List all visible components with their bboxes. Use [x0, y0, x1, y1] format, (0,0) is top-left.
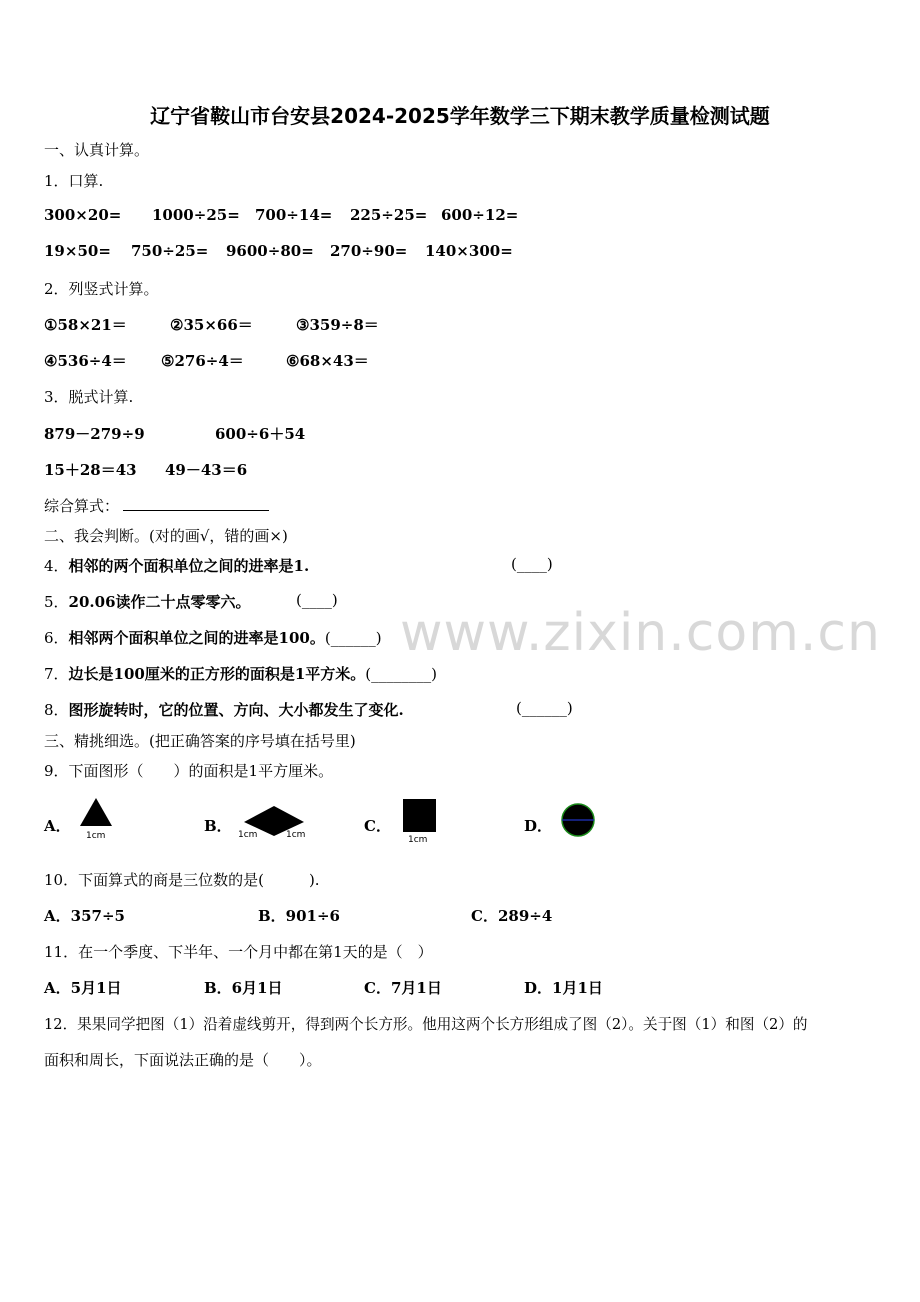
q1-item: 600÷12=	[441, 206, 519, 224]
q9-option-a[interactable]: A．	[44, 817, 71, 835]
q2-item: ③359÷8＝	[296, 316, 379, 334]
judge-blank[interactable]: (________)	[365, 665, 438, 683]
q3-item: 49－43＝6	[165, 461, 248, 479]
q9-text: 9．下面图形（ ）的面积是1平方厘米。	[44, 762, 334, 780]
combined-formula-label: 综合算式：	[44, 497, 120, 515]
q11-option-b[interactable]: B．6月1日	[204, 979, 283, 997]
q1-item: 700÷14=	[255, 206, 333, 224]
page-title: 辽宁省鞍山市台安县2024-2025学年数学三下期末教学质量检测试题	[150, 104, 770, 128]
q2-label: 2．列竖式计算。	[44, 280, 159, 298]
circle-shape-icon	[560, 802, 598, 840]
judge-item: 8．图形旋转时，它的位置、方向、大小都发生了变化.	[44, 701, 404, 719]
q9-option-b[interactable]: B．	[204, 817, 232, 835]
q1-item: 1000÷25=	[152, 206, 240, 224]
combined-formula	[44, 495, 269, 516]
judge-item: 5．20.06读作二十点零零六。	[44, 593, 251, 611]
q1-item: 19×50=	[44, 242, 111, 260]
q10-option-a[interactable]: A．357÷5	[44, 907, 125, 925]
q1-item: 270÷90=	[330, 242, 408, 260]
judge-blank[interactable]: (______)	[324, 629, 382, 647]
q2-item: ⑤276÷4＝	[161, 352, 244, 370]
q2-item: ⑥68×43＝	[286, 352, 369, 370]
unit-label: 1cm	[286, 830, 306, 840]
answer-blank[interactable]	[123, 496, 269, 511]
q3-item: 600÷6＋54	[215, 425, 306, 443]
q12-text-line1: 12．果果同学把图（1）沿着虚线剪开，得到两个长方形。他用这两个长方形组成了图（2）。关于图（1）和图（2）的	[44, 1016, 808, 1033]
unit-label: 1cm	[238, 830, 258, 840]
section2-heading: 二、我会判断。(对的画√，错的画×)	[44, 527, 288, 545]
triangle-shape-icon	[78, 796, 118, 842]
q2-item: ④536÷4＝	[44, 352, 127, 370]
q11-option-c[interactable]: C．7月1日	[364, 979, 442, 997]
q9-option-d[interactable]: D．	[524, 817, 553, 835]
unit-label: 1cm	[408, 835, 428, 845]
q3-item: 15＋28＝43	[44, 461, 137, 479]
q1-item: 140×300=	[425, 242, 513, 260]
judge-item: 7．边长是100厘米的正方形的面积是1平方米。(________)	[44, 665, 438, 683]
q1-item: 225÷25=	[350, 206, 428, 224]
q1-item: 9600÷80=	[226, 242, 314, 260]
square-shape-icon	[400, 796, 440, 846]
section3-heading: 三、精挑细选。(把正确答案的序号填在括号里)	[44, 732, 356, 750]
q11-option-a[interactable]: A．5月1日	[44, 979, 122, 997]
unit-label: 1cm	[86, 831, 106, 841]
q11-option-d[interactable]: D．1月1日	[524, 979, 603, 997]
q9-option-c[interactable]: C．	[364, 817, 391, 835]
rhombus-shape-icon	[236, 802, 312, 842]
section1-heading: 一、认真计算。	[44, 141, 150, 159]
q2-item: ②35×66＝	[170, 316, 253, 334]
q3-label: 3．脱式计算.	[44, 388, 134, 406]
q1-item: 300×20=	[44, 206, 122, 224]
q1-label: 1．口算.	[44, 172, 104, 190]
q10-option-b[interactable]: B．901÷6	[258, 907, 340, 925]
watermark: www.zixin.com.cn	[400, 603, 881, 663]
judge-blank[interactable]: (____)	[511, 555, 553, 573]
judge-blank[interactable]: (____)	[296, 591, 338, 609]
judge-item: 4．相邻的两个面积单位之间的进率是1.	[44, 557, 310, 575]
judge-item: 6．相邻两个面积单位之间的进率是100。(______)	[44, 629, 382, 647]
q3-item: 879－279÷9	[44, 425, 145, 443]
q11-text: 11．在一个季度、下半年、一个月中都在第1天的是（ ）	[44, 943, 433, 961]
q12-text-line2: 面积和周长，下面说法正确的是（ ）。	[44, 1051, 322, 1069]
q1-item: 750÷25=	[131, 242, 209, 260]
q10-option-c[interactable]: C．289÷4	[471, 907, 553, 925]
judge-blank[interactable]: (______)	[516, 699, 573, 717]
q2-item: ①58×21＝	[44, 316, 127, 334]
q10-text: 10．下面算式的商是三位数的是( ).	[44, 871, 320, 889]
